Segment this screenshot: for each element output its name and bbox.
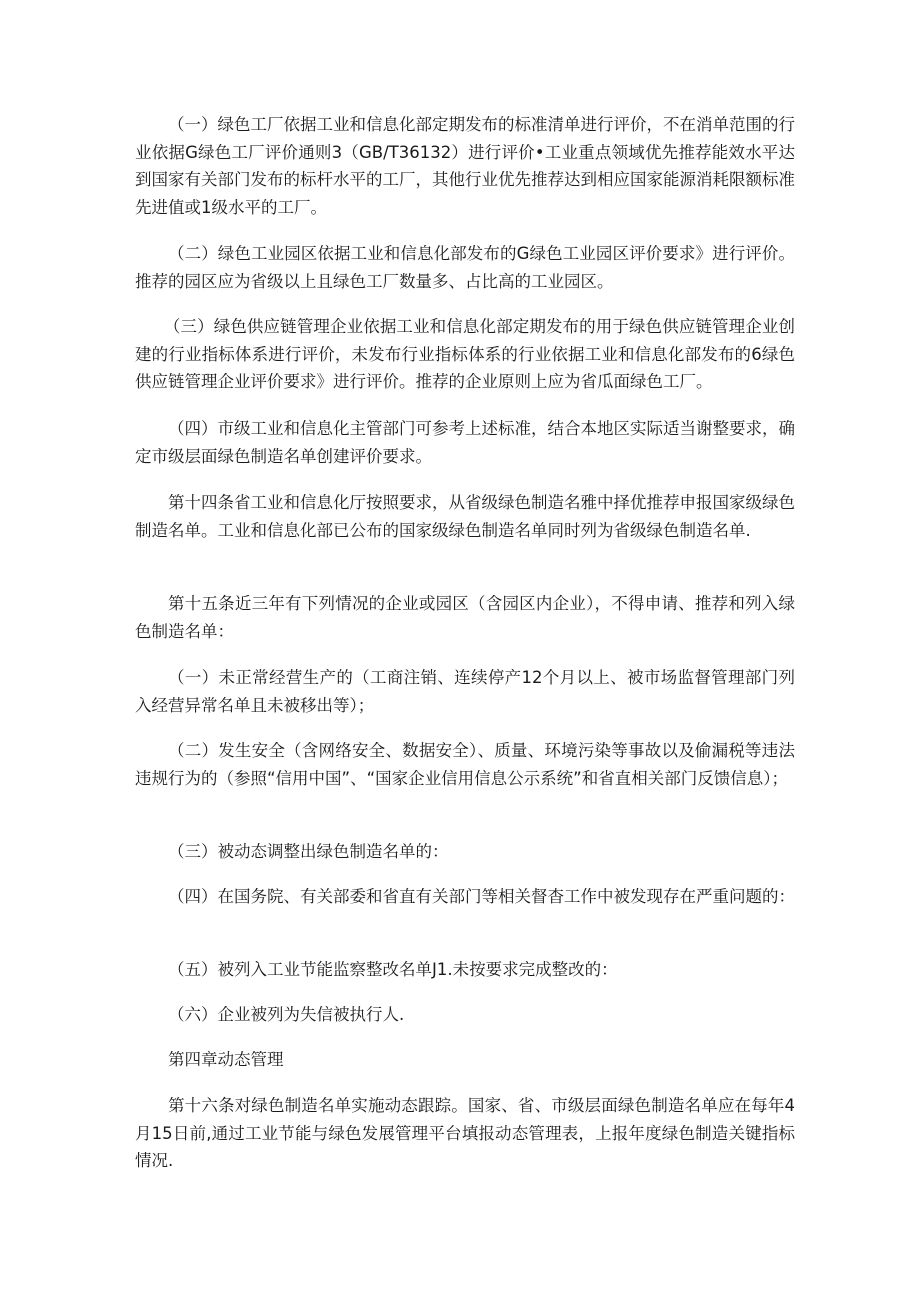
paragraph-municipal-standards: （四）市级工业和信息化主管部门可参考上述标准，结合本地区实际适当谢整要求，确定市级层面绿色制造名单创建评价要求。 <box>135 419 795 466</box>
paragraph-article-14: 第十四条省工业和信息化厅按照要求，从省级绿色制造名雅中择优推荐申报国家级绿色制造名单。工业和信息化部已公布的国家级绿色制造名单同时列为省级绿色制造名单. <box>135 493 795 540</box>
paragraph-item-6-dishonest: （六）企业被列为失信被执行人. <box>168 1005 405 1024</box>
paragraph-article-15: 第十五条近三年有下列情况的企业或园区（含园区内企业），不得申请、推荐和列入绿色制造名单： <box>135 594 795 641</box>
paragraph-item-2-safety-violations: （二）发生安全（含网络安全、数据安全）、质量、环境污染等事故以及偷漏税等违法违规行为的（参照“信用中国”、“国家企业信用信息公示系统”和省直相关部门反馈信息）； <box>135 741 795 788</box>
paragraph-green-supply-chain: （三）绿色供应链管理企业依据工业和信息化部定期发布的用于绿色供应链管理企业创建的行业指标体系进行评价，未发布行业指标体系的行业依据工业和信息化部发布的6绿色供应链管理企业评价要求》进行评价。推荐的企业原则上应为省瓜面绿色工厂。 <box>135 317 795 391</box>
paragraph-item-4-inspection-issues: （四）在国务院、有关部委和省直有关部门等相关督杳工作中被发现存在严重问题的： <box>168 887 795 906</box>
chapter-heading-dynamic-management: 第四章动态管理 <box>168 1050 284 1069</box>
paragraph-item-3-adjusted-out: （三）被动态调整出绿色制造名单的： <box>168 842 449 861</box>
paragraph-green-industrial-park: （二）绿色工业园区依据工业和信息化部发布的G绿色工业园区评价要求》进行评价。推荐的园区应为省级以上且绿色工厂数量多、占比高的工业园区。 <box>135 244 795 291</box>
paragraph-article-16: 第十六条对绿色制造名单实施动态跟踪。国家、省、市级层面绿色制造名单应在每年4月15日前,通过工业节能与绿色发展管理平台填报动态管理表，上报年度绿色制造关键指标情况. <box>135 1096 795 1170</box>
paragraph-item-5-energy-rectification: （五）被列入工业节能监察整改名单J1.未按要求完成整改的： <box>168 960 618 979</box>
paragraph-item-1-not-operating: （一）未正常经营生产的（工商注销、连续停产12个月以上、被市场监督管理部门列入经营异常名单且未被移出等）； <box>135 668 795 715</box>
paragraph-green-factory: （一）绿色工厂依据工业和信息化部定期发布的标准清单进行评价，不在消单范围的行业依据G绿色工厂评价通则3（GB/T36132）进行评价•工业重点领域优先推荐能效水平达到国家有关部门发布的标杆水平的工厂，其他行业优先推荐达到相应国家能源消耗限额标准先进值或1级水平的工厂。 <box>135 115 795 217</box>
